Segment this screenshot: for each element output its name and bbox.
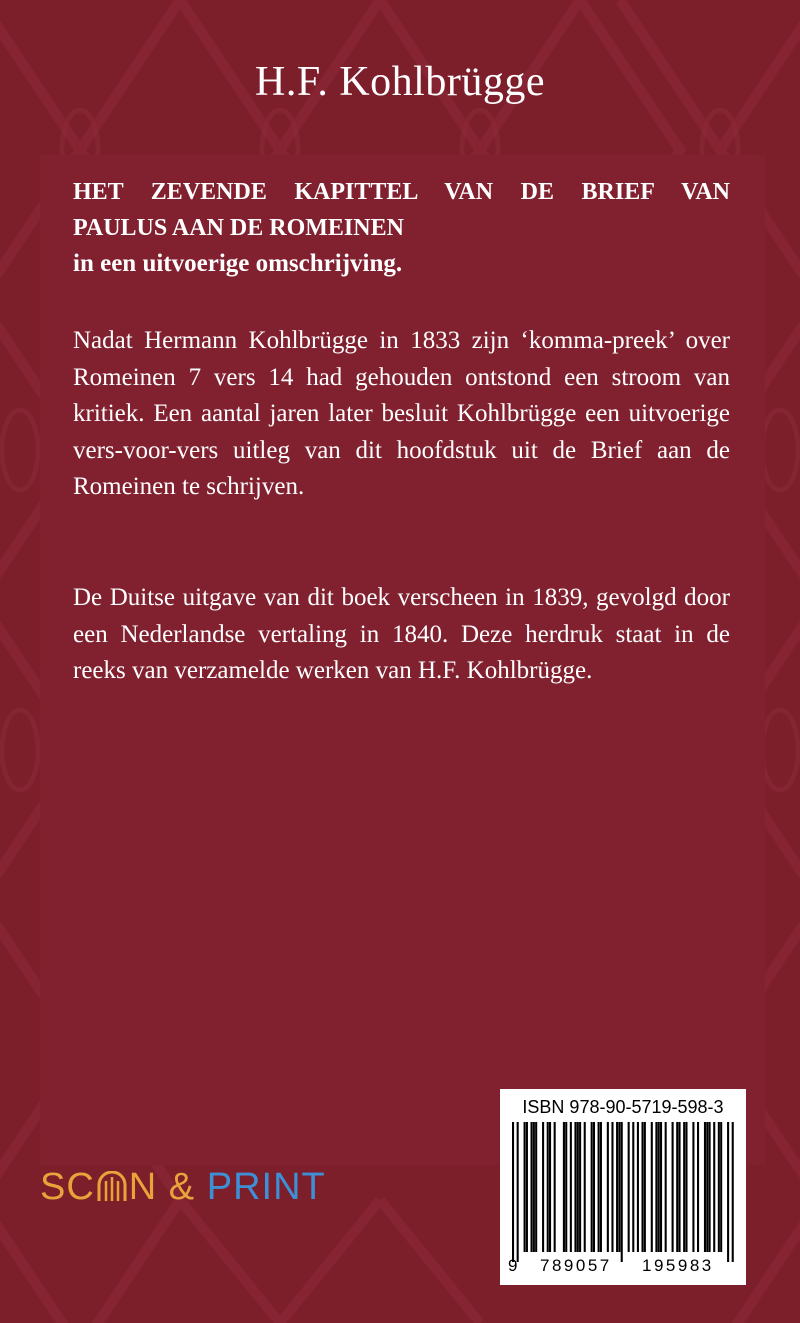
logo-ampersand: & <box>157 1166 207 1208</box>
barcode-bar <box>651 1122 653 1252</box>
barcode-bars <box>512 1122 734 1262</box>
barcode-bar <box>632 1122 634 1252</box>
barcode-bar <box>683 1122 685 1252</box>
barcode-bar <box>517 1122 519 1262</box>
barcode-bar <box>591 1122 593 1252</box>
barcode-bar <box>579 1122 581 1252</box>
barcode-digit-first: 9 <box>508 1256 518 1275</box>
barcode-bar <box>547 1122 549 1252</box>
author-name: H.F. Kohlbrügge <box>255 59 545 105</box>
barcode-bar <box>672 1122 674 1252</box>
isbn-number: ISBN 978-90-5719-598-3 <box>522 1097 724 1117</box>
barcode-bar <box>697 1122 699 1252</box>
barcode-bar <box>600 1122 602 1252</box>
publisher-logo <box>40 1166 326 1209</box>
barcode-bar <box>676 1122 678 1252</box>
barcode-bar <box>644 1122 646 1252</box>
book-subtitle <box>73 174 730 282</box>
barcode-bar <box>727 1122 729 1262</box>
barcode-bar <box>554 1122 556 1252</box>
barcode-bar <box>577 1122 579 1252</box>
barcode-bar <box>598 1122 600 1252</box>
barcode-bar <box>607 1122 609 1252</box>
barcode-bar <box>679 1122 681 1252</box>
barcode-digits-left: 789057 <box>540 1256 612 1275</box>
barcode-bar <box>665 1122 667 1252</box>
barcode-bar <box>637 1122 639 1252</box>
subtitle-line-2: PAULUS AAN DE ROMEINEN <box>73 215 404 241</box>
subtitle-line-1: HET ZEVENDE KAPITTEL VAN DE BRIEF VAN <box>73 179 730 205</box>
barcode-bar <box>706 1122 708 1252</box>
barcode-bar <box>720 1122 722 1252</box>
barcode-bar <box>570 1122 572 1252</box>
barcode-bar <box>584 1122 586 1252</box>
barcode-bar <box>535 1122 537 1252</box>
barcode-bar <box>709 1122 711 1252</box>
barcode-bar <box>713 1122 715 1252</box>
barcode-bar <box>526 1122 528 1252</box>
barcode-bar <box>533 1122 535 1252</box>
barcode-digits-right: 195983 <box>642 1256 714 1275</box>
subtitle-line-3: in een uitvoerige omschrijving. <box>73 250 403 277</box>
logo-text-n: N <box>128 1166 158 1208</box>
barcode-bar <box>685 1122 687 1252</box>
barcode-bar <box>658 1122 660 1252</box>
logo-a-arch-icon <box>96 1171 128 1201</box>
barcode-bar <box>565 1122 567 1252</box>
barcode-bar <box>574 1122 576 1252</box>
logo-text-sc: SC <box>40 1166 95 1208</box>
barcode-bar <box>628 1122 630 1252</box>
barcode-bar <box>642 1122 644 1252</box>
logo-text-print: PRINT <box>206 1166 326 1208</box>
barcode-bar <box>655 1122 657 1252</box>
description-paragraph-1: Nadat Hermann Kohlbrügge in 1833 zijn ‘komma-preek’ over Romeinen 7 vers 14 had gehouden ontstond een stroom van kritiek. Een aantal jaren later besluit Kohlbrügge een uitvoerige vers-voor-vers uitleg van dit hoofdstuk uit de Brief aan de Romeinen te schrijven. <box>73 327 730 500</box>
barcode-bar <box>611 1122 613 1252</box>
barcode-bar <box>621 1122 623 1262</box>
barcode-bar <box>512 1122 514 1262</box>
barcode-bar <box>718 1122 720 1252</box>
barcode-bar <box>704 1122 706 1252</box>
barcode-bar <box>616 1122 618 1252</box>
barcode-bar <box>732 1122 734 1262</box>
description-paragraph-2: De Duitse uitgave van dit boek verscheen in 1839, gevolgd door een Nederlandse vertaling in 1840. Deze herdruk staat in de reeks van verzamelde werken van H.F. Kohlbrügge. <box>73 584 730 684</box>
barcode-bar <box>593 1122 595 1252</box>
barcode-bar <box>549 1122 551 1252</box>
barcode-bar <box>618 1122 620 1252</box>
barcode-bar <box>563 1122 565 1252</box>
isbn-barcode <box>500 1089 746 1285</box>
barcode-bar <box>524 1122 526 1252</box>
barcode-bar <box>542 1122 544 1252</box>
barcode-bar <box>531 1122 533 1252</box>
barcode-bar <box>660 1122 662 1252</box>
barcode-bar <box>692 1122 694 1252</box>
